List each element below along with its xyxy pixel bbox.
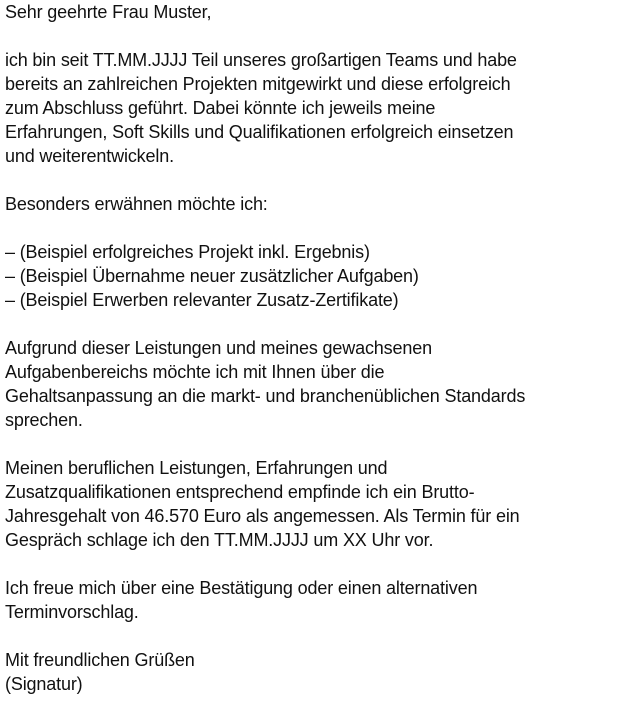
paragraph-line: Erfahrungen, Soft Skills und Qualifikationen erfolgreich einsetzen <box>5 122 514 142</box>
paragraph-confirmation <box>5 576 643 624</box>
list-item: – (Beispiel Übernahme neuer zusätzlicher Aufgaben) <box>5 266 419 286</box>
signature: (Signatur) <box>5 674 83 694</box>
paragraph-line: Terminvorschlag. <box>5 602 139 622</box>
paragraph-gap <box>5 624 643 648</box>
paragraph-line: Gehaltsanpassung an die markt- und branchenüblichen Standards <box>5 386 526 406</box>
paragraph-line: Aufgabenbereichs möchte ich mit Ihnen über die <box>5 362 385 382</box>
paragraph-line: Ich freue mich über eine Bestätigung oder einen alternativen <box>5 578 478 598</box>
paragraph-line: bereits an zahlreichen Projekten mitgewirkt und diese erfolgreich <box>5 74 511 94</box>
paragraph-line: Gespräch schlage ich den TT.MM.JJJJ um XX Uhr vor. <box>5 530 434 550</box>
paragraph-line: Aufgrund dieser Leistungen und meines gewachsenen <box>5 338 432 358</box>
paragraph-gap <box>5 432 643 456</box>
paragraph-line: Zusatzqualifikationen entsprechend empfinde ich ein Brutto- <box>5 482 475 502</box>
paragraph-gap <box>5 168 643 192</box>
closing: Mit freundlichen Grüßen <box>5 650 195 670</box>
paragraph-request <box>5 336 643 432</box>
paragraph-gap <box>5 552 643 576</box>
greeting: Sehr geehrte Frau Muster, <box>5 2 212 22</box>
list-intro: Besonders erwähnen möchte ich: <box>5 194 268 214</box>
paragraph-line: ich bin seit TT.MM.JJJJ Teil unseres großartigen Teams und habe <box>5 50 517 70</box>
paragraph-gap <box>5 216 643 240</box>
achievement-list <box>5 240 643 312</box>
paragraph-gap <box>5 24 643 48</box>
list-item: – (Beispiel Erwerben relevanter Zusatz-Zertifikate) <box>5 290 399 310</box>
paragraph-line: zum Abschluss geführt. Dabei könnte ich jeweils meine <box>5 98 436 118</box>
paragraph-line: Meinen beruflichen Leistungen, Erfahrungen und <box>5 458 388 478</box>
paragraph-intro <box>5 48 643 168</box>
paragraph-line: und weiterentwickeln. <box>5 146 174 166</box>
paragraph-line: sprechen. <box>5 410 83 430</box>
paragraph-gap <box>5 312 643 336</box>
paragraph-salary <box>5 456 643 552</box>
paragraph-line: Jahresgehalt von 46.570 Euro als angemessen. Als Termin für ein <box>5 506 520 526</box>
list-item: – (Beispiel erfolgreiches Projekt inkl. Ergebnis) <box>5 242 370 262</box>
